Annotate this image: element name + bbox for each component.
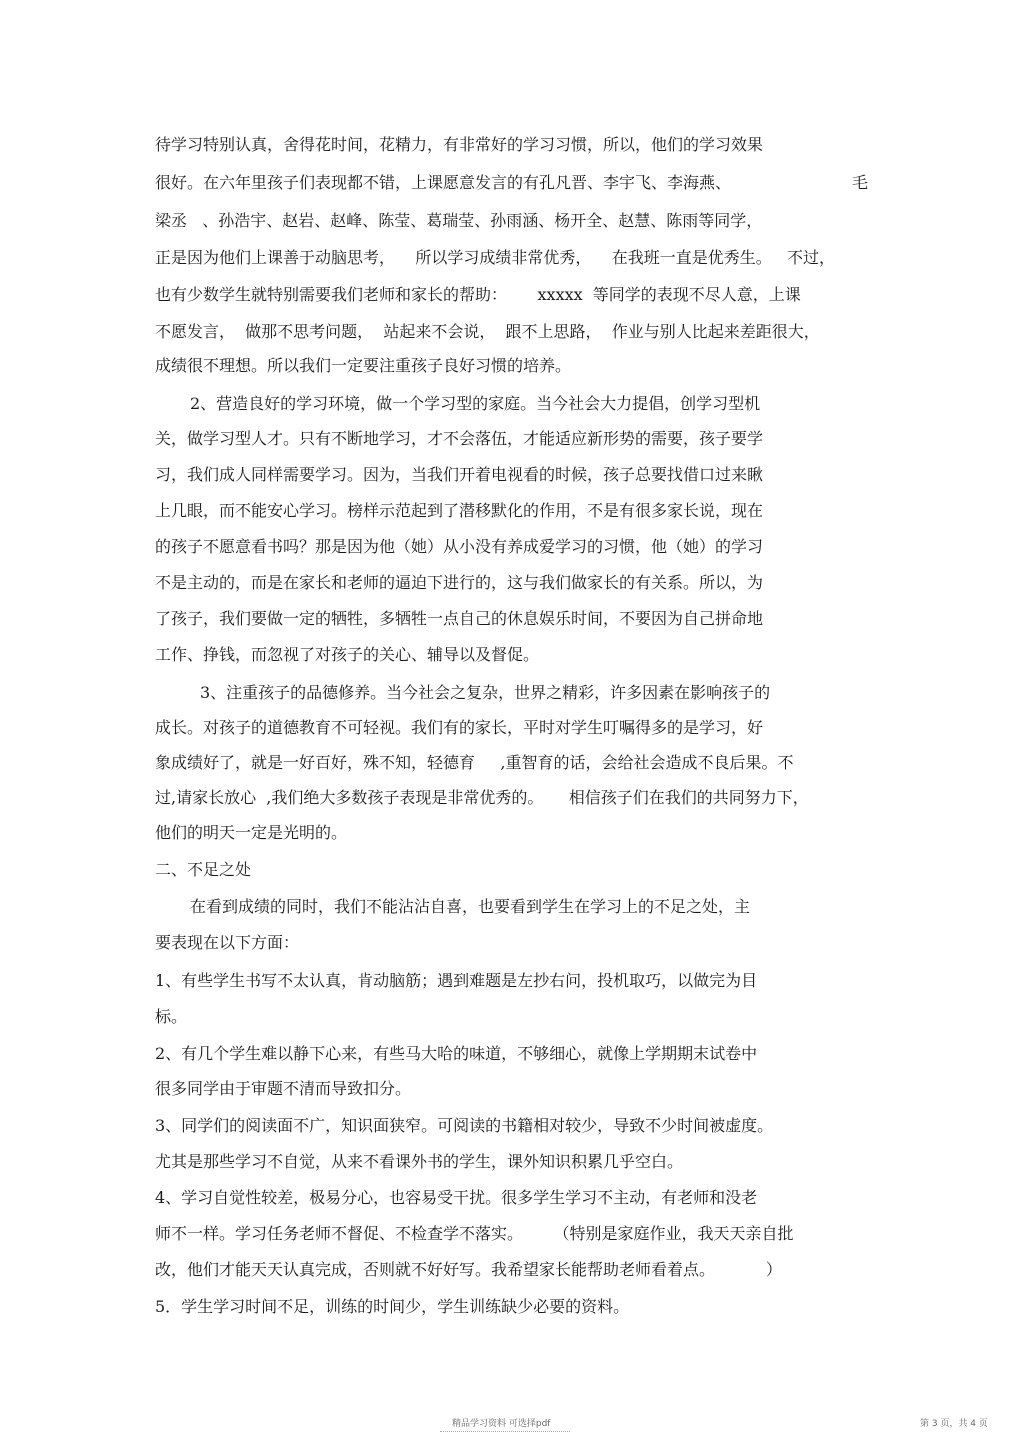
text-line: 2、有几个学生难以静下心来，有些马大哈的味道，不够细心，就像上学期期末试卷中	[155, 1044, 758, 1063]
text-line: 不是主动的，而是在家长和老师的逼迫下进行的，这与我们做家长的有关系。所以，为	[155, 573, 764, 592]
text-line: 象成绩好了，就是一好百好，殊不知，轻德育 ,重智育的话，会给社会造成不良后果。不	[155, 753, 794, 772]
page-number: 第 3 页，共 4 页	[920, 1419, 988, 1429]
text-line: 关，做学习型人才。只有不断地学习，才不会落伍，才能适应新形势的需要，孩子要学	[155, 429, 764, 448]
text-line: 改，他们才能天天认真完成，否则就不好好写。我希望家长能帮助老师看着点。 ）	[155, 1260, 782, 1279]
text-line: 要表现在以下方面：	[155, 933, 300, 952]
text-line: 成长。对孩子的道德教育不可轻视。我们有的家长，平时对学生叮嘱得多的是学习，好	[155, 718, 764, 737]
text-line: 上几眼，而不能安心学习。榜样示范起到了潜移默化的作用，不是有很多家长说，现在	[155, 501, 764, 520]
text-line: 标。	[155, 1007, 188, 1026]
text-line: 梁丞 、孙浩宇、赵岩、赵峰、陈莹、葛瑞莹、孙雨涵、杨开全、赵慧、陈雨等同学，	[155, 211, 763, 230]
text-line: 过,请家长放心 ,我们绝大多数孩子表现是非常优秀的。 相信孩子们在我们的共同努力下，	[155, 788, 809, 807]
text-line: 正是因为他们上课善于动脑思考， 所以学习成绩非常优秀， 在我班一直是优秀生。 不过，	[155, 248, 835, 267]
text-line: 很好。在六年里孩子们表现都不错，上课愿意发言的有孔凡晋、李宇飞、李海燕、	[155, 173, 732, 192]
text-line: 尤其是那些学习不自觉，从来不看课外书的学生，课外知识积累几乎空白。	[155, 1152, 684, 1171]
text-line: 在看到成绩的同时，我们不能沾沾自喜，也要看到学生在学习上的不足之处，主	[190, 897, 751, 916]
text-line: 5．学生学习时间不足，训练的时间少，学生训练缺少必要的资料。	[155, 1297, 630, 1316]
text-line: 工作、挣钱，而忽视了对孩子的关心、辅导以及督促。	[155, 645, 540, 664]
text-line: 不愿发言， 做那不思考问题， 站起来不会说， 跟不上思路， 作业与别人比起来差距很大，	[155, 322, 820, 341]
text-line: 师不一样。学习任务老师不督促、不检查学不落实。 （特别是家庭作业，我天天亲自批	[155, 1224, 794, 1243]
text-line: 3、注重孩子的品德修养。当今社会之复杂，世界之精彩，许多因素在影响孩子的	[200, 683, 771, 702]
footer-watermark: 精品学习资料 可选择pdf	[452, 1419, 551, 1429]
text-line: 3、同学们的阅读面不广，知识面狭窄。可阅读的书籍相对较少，导致不少时间被虚度。	[155, 1116, 774, 1135]
text-line: 4、学习自觉性较差，极易分心，也容易受干扰。很多学生学习不主动，有老师和没老	[155, 1188, 758, 1207]
text-line: 毛	[852, 173, 869, 192]
text-line: 他们的明天一定是光明的。	[155, 823, 348, 842]
text-line: 成绩很不理想。所以我们一定要注重孩子良好习惯的培养。	[155, 356, 572, 375]
text-line: 待学习特别认真，舍得花时间，花精力，有非常好的学习习惯，所以，他们的学习效果	[155, 135, 764, 154]
text-line: 1、有些学生书写不太认真，肯动脑筋；遇到难题是左抄右问，投机取巧，以做完为目	[155, 971, 758, 990]
footer-divider	[440, 1431, 570, 1432]
text-line: 2、营造良好的学习环境，做一个学习型的家庭。当今社会大力提倡，创学习型机	[190, 394, 761, 413]
text-line: 的孩子不愿意看书吗？那是因为他（她）从小没有养成爱学习的习惯，他（她）的学习	[155, 537, 764, 556]
section-heading: 二、不足之处	[155, 860, 252, 879]
text-line: 也有少数学生就特别需要我们老师和家长的帮助： xxxxx 等同学的表现不尽人意，上课	[155, 285, 801, 304]
text-line: 习，我们成人同样需要学习。因为，当我们开着电视看的时候，孩子总要找借口过来瞅	[155, 465, 764, 484]
text-line: 了孩子，我们要做一定的牺牲，多牺牲一点自己的休息娱乐时间，不要因为自己拼命地	[155, 609, 764, 628]
text-line: 很多同学由于审题不清而导致扣分。	[155, 1079, 412, 1098]
